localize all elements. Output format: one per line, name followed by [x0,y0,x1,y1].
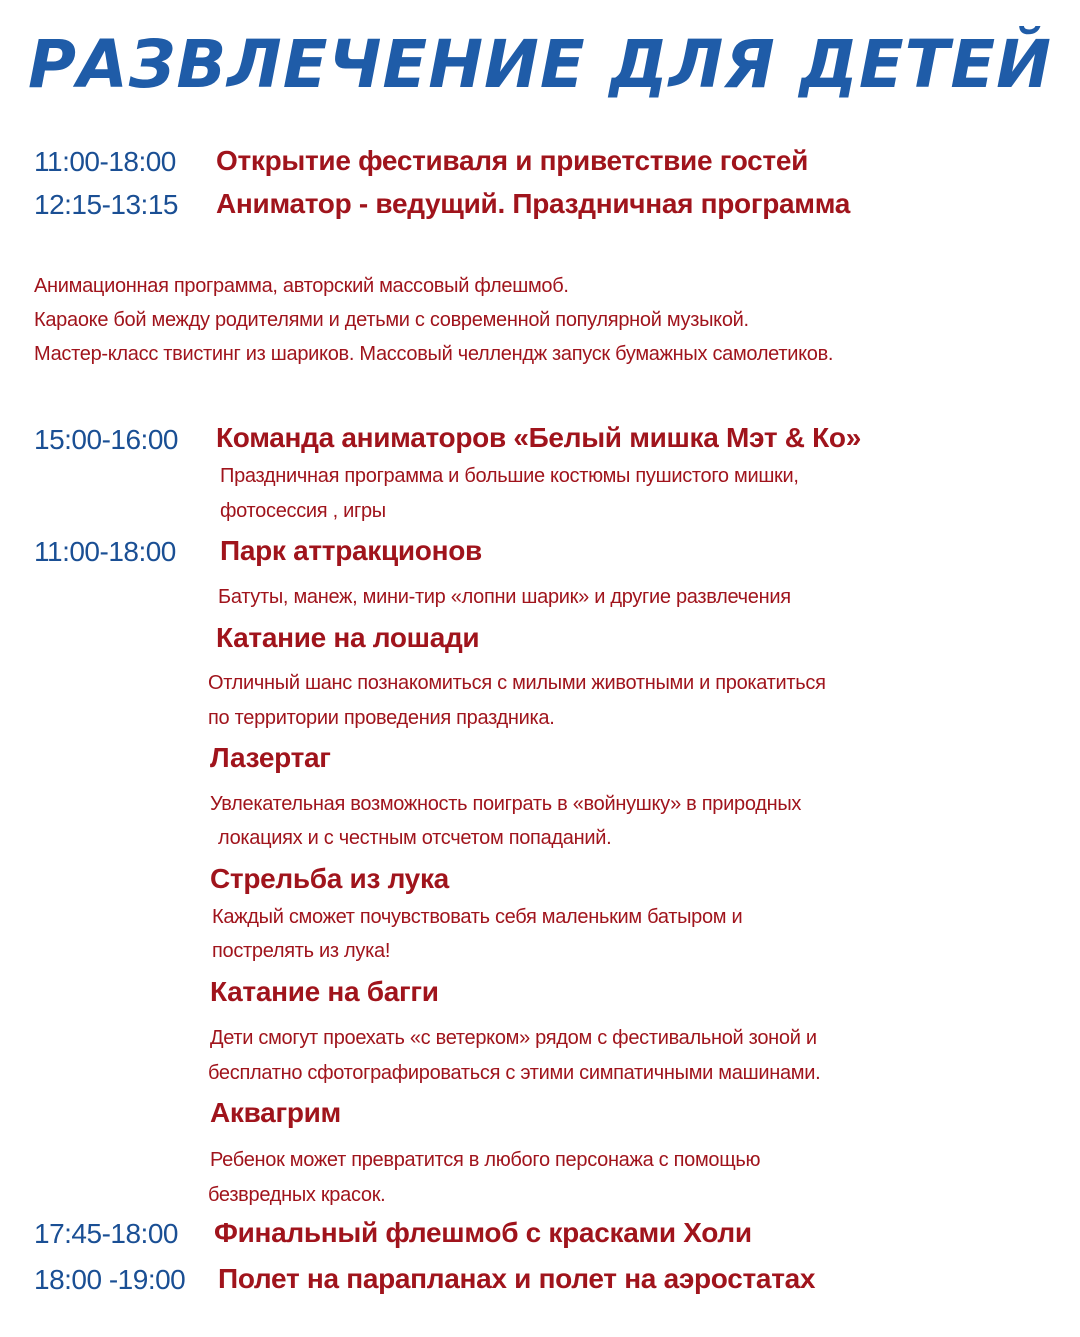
schedule-title-2: Аниматор - ведущий. Праздничная программа [216,188,851,219]
schedule-detail-9-1: Ребенок может превратится в любого персонажа с помощью [210,1149,761,1171]
schedule-title-10: Финальный флешмоб с красками Холи [214,1217,752,1248]
schedule-detail-6-2: локациях и с честным отсчетом попаданий. [218,827,612,849]
schedule-title-11: Полет на парапланах и полет на аэростатах [218,1263,816,1294]
schedule-detail-7-2: пострелять из лука! [212,940,391,962]
schedule-detail-4-1: Батуты, манеж, мини-тир «лопни шарик» и другие развлечения [218,586,791,608]
schedule-time-2: 12:15-13:15 [34,189,178,220]
schedule-title-7: Стрельба из лука [210,863,449,894]
schedule-title-9: Аквагрим [210,1097,341,1128]
schedule-detail-5-2: по территории проведения праздника. [208,707,555,729]
schedule-time-11: 18:00 -19:00 [34,1264,186,1295]
page-title: РАЗВЛЕЧЕНИЕ ДЛЯ ДЕТЕЙ [28,26,1052,103]
schedule-detail-8-2: бесплатно сфотографироваться с этими симпатичными машинами. [208,1062,821,1084]
schedule-title-4: Парк аттракционов [220,535,482,566]
schedule-detail-8-1: Дети смогут проехать «с ветерком» рядом с фестивальной зоной и [210,1027,817,1049]
schedule-detail-2-3: Мастер-класс твистинг из шариков. Массовый челлендж запуск бумажных самолетиков. [34,343,834,365]
schedule-title-5: Катание на лошади [216,622,480,653]
schedule-detail-3-2: фотосессия , игры [220,500,386,522]
schedule-detail-6-1: Увлекательная возможность поиграть в «войнушку» в природных [210,793,802,815]
schedule-time-10: 17:45-18:00 [34,1218,178,1249]
schedule-time-3: 15:00-16:00 [34,424,178,455]
schedule-detail-2-1: Анимационная программа, авторский массовый флешмоб. [34,275,569,297]
schedule-title-3: Команда аниматоров «Белый мишка Мэт & Ко» [216,422,862,453]
schedule-detail-3-1: Праздничная программа и большие костюмы пушистого мишки, [220,465,799,487]
schedule-title-8: Катание на багги [210,976,439,1007]
schedule-detail-7-1: Каждый сможет почувствовать себя маленьким батыром и [212,906,743,928]
schedule-detail-9-2: безвредных красок. [208,1184,386,1206]
schedule-time-4: 11:00-18:00 [34,536,176,567]
schedule-detail-5-1: Отличный шанс познакомиться с милыми животными и прокатиться [208,672,826,694]
schedule-time-1: 11:00-18:00 [34,146,176,177]
schedule-detail-2-2: Караоке бой между родителями и детьми с современной популярной музыкой. [34,309,749,331]
schedule-title-1: Открытие фестиваля и приветствие гостей [216,145,809,176]
schedule-title-6: Лазертаг [210,742,331,773]
